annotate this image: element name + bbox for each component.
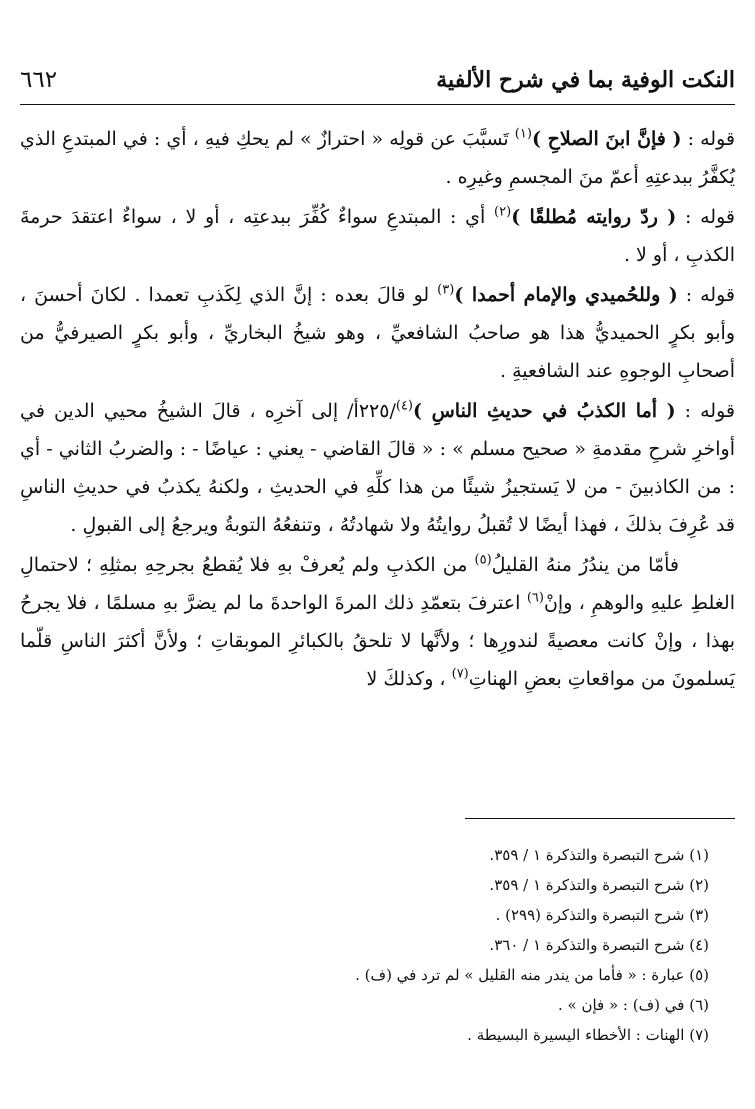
paragraph-text: اعترفَ بتعمّدِ ذلك المرةَ الواحدةَ ما لم يضرَّ بهِ مسلمًا ، فلا يجرحُ بهذا ، وإنْ كانت معصيةً لندورِها ؛ ولأنَّها لا تلحقُ بالكبائرِ الموبقاتِ ؛ ولأنَّ أكثرَ الناسِ قلّما يَسلمونَ من مواقعاتِ بعضِ الهناتِ (20, 592, 735, 690)
paragraph-2 (20, 198, 735, 274)
quoted-verse: ( وللحُميدي والإمام أحمدا ) (454, 284, 678, 306)
footnote-ref: (٤) (395, 398, 413, 414)
footnote-3: (٣) شرح التبصرة والتذكرة (٢٩٩) . (495, 906, 709, 924)
footnote-4: (٤) شرح التبصرة والتذكرة ١ / ٣٦٠. (489, 936, 709, 954)
footnote-7: (٧) الهنات : الأخطاء اليسيرة البسيطة . (467, 1026, 709, 1044)
paragraph-text: تَسبَّبَ عن قولِه « احترازٌ » لم يحكِ فيهِ ، أي : في المبتدعِ الذي يُكفَّرُ ببدعتِهِ أعمّ منَ المجسمِ وغيرِه . (20, 128, 735, 188)
footnote-ref: (٢) (494, 204, 512, 220)
footnote-6: (٦) في (ف) : « فإن » . (557, 996, 709, 1014)
paragraph-label: قوله : (685, 284, 735, 306)
paragraph-5 (20, 546, 735, 698)
paragraph-label: قوله : (687, 128, 735, 150)
paragraph-3 (20, 276, 735, 390)
footnote-ref: (٥) (474, 552, 492, 568)
footnote-ref: (٣) (437, 282, 455, 298)
paragraph-text: أي : المبتدعِ سواءٌ كُفِّرَ ببدعتِه ، أو لا ، سواءٌ اعتقدَ حرمةَ الكذبِ ، أو لا . (20, 206, 735, 266)
paragraph-1 (20, 120, 735, 196)
page-number: ٦٦٢ (20, 67, 58, 93)
footnote-ref: (٦) (526, 590, 544, 606)
paragraph-4 (20, 392, 735, 544)
paragraph-text: /٢٢٥أ/ إلى آخرِه ، قالَ الشيخُ محيي الدين في أواخرِ شرحِ مقدمةِ « صحيح مسلم » : « قالَ القاضي - يعني : عياضًا - : والضربُ الثاني - أي : من الكاذبينَ - من لا يَستجيزُ شيئًا من هذا كلِّهِ في الحديثِ ، ولكنهُ يكذبُ في حديثِ الناسِ قد عُرِفَ بذلكَ ، فهذا أيضًا لا تُقبلُ روايتُهُ ولا شهادتُهُ ، وتنفعُهُ التوبةُ ويرجعُ إلى القبولِ . (20, 400, 735, 536)
paragraph-text: ، وكذلكَ لا (366, 668, 446, 690)
footnote-1: (١) شرح التبصرة والتذكرة ١ / ٣٥٩. (489, 846, 709, 864)
paragraph-text: من الكذبِ ولم يُعرفْ بهِ فلا يُقطعُ بجرحِهِ بمثلِهِ ؛ لاحتمالِ الغلطِ عليهِ والوهمِ ، وإنْ (20, 554, 735, 614)
paragraph-text: فأمّا من يندُرُ منهُ القليلُ (491, 554, 679, 576)
quoted-verse: ( أما الكذبُ في حديثِ الناسِ ) (413, 400, 676, 422)
footnotes (20, 840, 709, 1050)
paragraph-label: قوله : (684, 206, 735, 228)
quoted-verse: ( ردّ روايته مُطلقًا ) (511, 206, 677, 228)
footnote-5: (٥) عبارة : « فأما من يندر منه القليل » لم ترد في (ف) . (355, 966, 709, 984)
paragraph-label: قوله : (684, 400, 735, 422)
footnote-separator (465, 818, 735, 819)
running-title: النكت الوفية بما في شرح الألفية (436, 67, 735, 93)
quoted-verse: ( فإنَّ ابنَ الصلاحِ ) (531, 128, 682, 150)
footnote-2: (٢) شرح التبصرة والتذكرة ١ / ٣٥٩. (489, 876, 709, 894)
paragraph-text: لو قالَ بعده : إنَّ الذي لِكَذبِ تعمدا . لكانَ أحسنَ ، وأبو بكرٍ الحميديُّ هذا هو صاحبُ الشافعيِّ ، وهو شيخُ البخاريِّ ، وأبو بكرٍ الصيرفيُّ من أصحابِ الوجوهِ عند الشافعيةِ . (20, 284, 735, 382)
footnote-ref: (٧) (451, 666, 469, 682)
main-text (20, 118, 735, 698)
page-header (20, 56, 735, 105)
footnote-ref: (١) (514, 126, 532, 142)
